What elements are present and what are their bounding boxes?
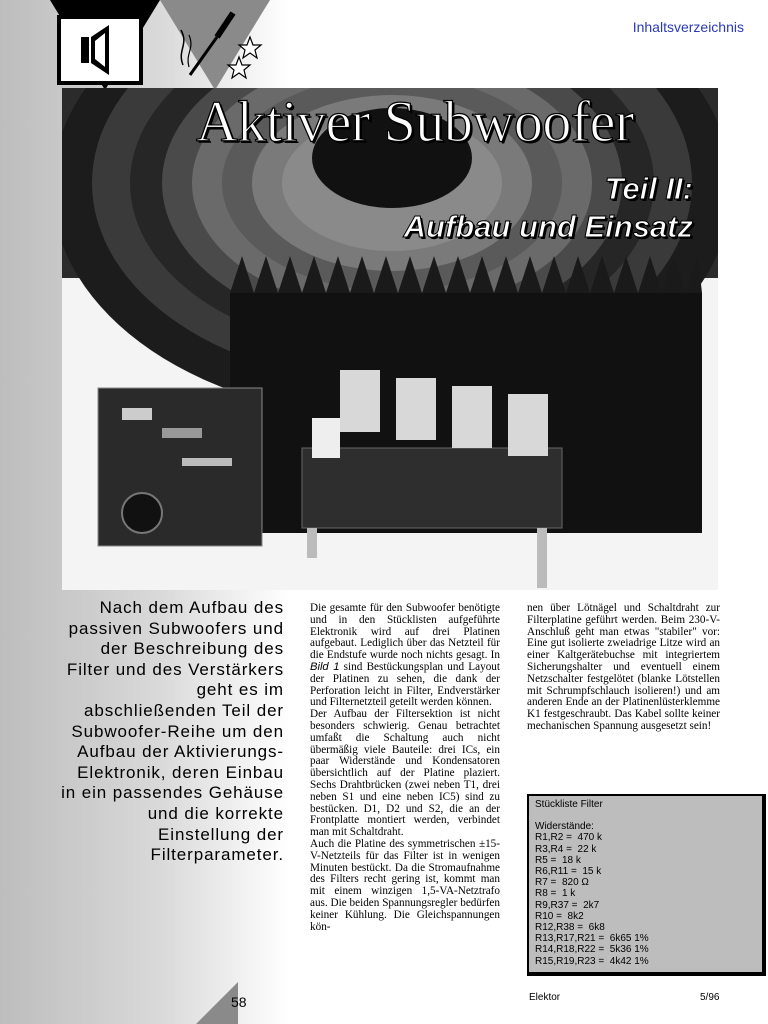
parts-list-item: R10 = 8k2	[535, 910, 584, 922]
parts-list-item: R1,R2 = 470 k	[535, 832, 602, 844]
parts-list-box	[527, 794, 766, 976]
parts-list-item: R12,R38 = 6k8	[535, 922, 605, 934]
col2-paragraph-1: nen über Lötnägel und Schaltdraht zur Filterplatine geführt werden. Beim 230-V-Anschluß geht man etwas "stabiler" vor: Eine gut isolierte zweiadrige Litze wird an einer Kaltgerätebuchse mit integriertem Sicherungshalter und eventuell einem Netzschalter festgelötet (blanke Lötstellen mit Schrumpfschlauch isolieren!) und am anderen Ende an der Platinenlüsterklemme K1 festgeschraubt. Das Kabel sollte keiner mechanischen Spannung ausgesetzt sein!	[527, 602, 720, 732]
parts-list-item: R13,R17,R21 = 6k65 1%	[535, 933, 649, 945]
parts-list-item: R5 = 18 k	[535, 854, 581, 866]
magazine-name: Elektor	[529, 992, 561, 1003]
article-title: Aktiver Subwoofer	[196, 89, 634, 154]
intro-text: Nach dem Aufbau des passiven Subwoofers und der Beschreibung des Filter und des Verstärkers geht es im abschließenden Teil der Subwoofer-Reihe um den Aufbau der Aktivierungs-Elektronik, deren Einbau in ein passendes Gehäuse und die korrekte Einstellung der Filterparameter.	[61, 598, 284, 865]
parts-list-item: R15,R19,R23 = 4k42 1%	[535, 955, 649, 967]
soldering-pen-icon	[175, 5, 265, 85]
col1-paragraph-3: Auch die Platine des symmetrischen ±15-V-Netzteils für das Filter ist in wenigen Minuten bestückt. Da die Stromaufnahme des Filters recht gering ist, kommt man mit einem winzigen 1,5-VA-Netztrafo aus. Die beiden Spannungsregler bedürfen keiner Kühlung. Die Gleichspannungen kön-	[310, 837, 500, 933]
subtitle-line1: Teil II:	[604, 171, 693, 206]
issue-number: 5/96	[700, 992, 720, 1003]
subwoofer-photo	[62, 88, 718, 590]
parts-list-title: Stückliste Filter	[535, 799, 603, 810]
subtitle-line2: Aufbau und Einsatz	[403, 209, 693, 244]
parts-list-item: R7 = 820 Ω	[535, 877, 589, 889]
col1-paragraph-1	[310, 603, 500, 709]
col1-paragraph-2: Der Aufbau der Filtersektion ist nicht besonders schwierig. Genau betrachtet umfaßt die Schaltung auch nicht übermäßig viele Bauteile: drei ICs, ein paar Widerstände und Kondensatoren übersichtlich auf der Platine plaziert. Sechs Drahtbrücken (zwei neben T1, drei neben S1 und eine neben IC5) sind zu bestücken. D1, D2 und S2, die an der Frontplatte montiert werden, verbindet man mit Schaltdraht.	[310, 708, 500, 839]
parts-list-item: R3,R4 = 22 k	[535, 843, 597, 855]
parts-list-item: R8 = 1 k	[535, 888, 576, 900]
figure-reference: Bild 1	[310, 660, 340, 673]
toc-link[interactable]: Inhaltsverzeichnis	[632, 19, 744, 35]
star-icon	[239, 37, 261, 58]
col1-p1-before: Die gesamte für den Subwoofer benötigte und in den Stücklisten aufgeführte Elektronik wird auf drei Platinen aufgebaut. Lediglich über das Netzteil für die Endstufe wurde noch nichts gesagt. In	[310, 602, 500, 662]
column-2	[527, 603, 720, 733]
page-number: 58	[231, 994, 247, 1010]
parts-list-item: R6,R11 = 15 k	[535, 866, 602, 878]
speaker-icon	[57, 15, 143, 85]
col1-p1-after: sind Bestückungsplan und Layout der Platinen zu sehen, die dank der Perforation leicht in Filter, Endverstärker und Filternetzteil geteilt werden können.	[310, 660, 500, 709]
article-subtitle	[404, 170, 693, 246]
column-1	[310, 603, 500, 933]
parts-list-item: R14,R18,R22 = 5k36 1%	[535, 944, 649, 956]
parts-list-section: Widerstände:	[535, 821, 594, 833]
parts-list-item: R9,R37 = 2k7	[535, 899, 600, 911]
star-icon	[228, 57, 250, 78]
